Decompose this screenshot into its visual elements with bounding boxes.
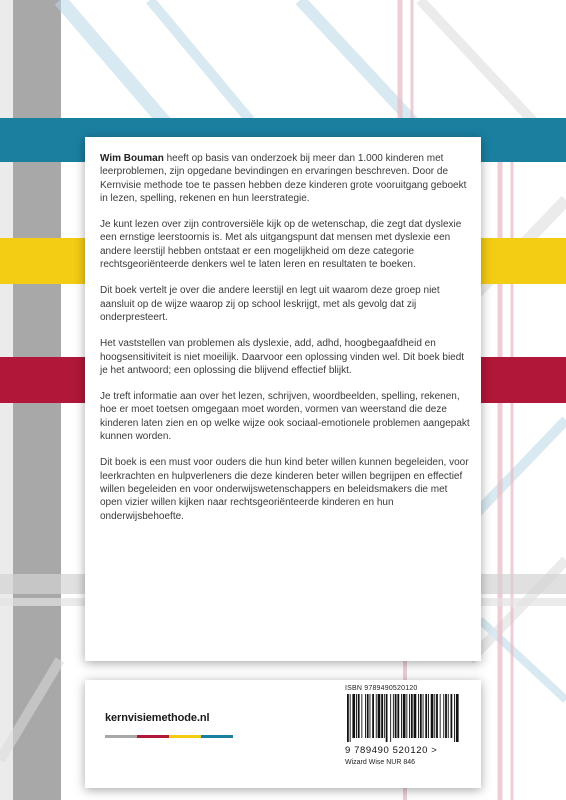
blurb-paragraph-2: Je kunt lezen over zijn controversiële kijk op de wetenschap, die zegt dat dyslexie een ernstige leerstoornis is. Met als uitgangspunt dat mensen met dyslexie een andere leerstijl hebben ontstaat er een mogelijkheid om deze categorie rechtsgeoriënteerde denkers wel te laten leren en resultaten te boeken. (100, 219, 462, 271)
barcode-bar (390, 694, 391, 742)
barcode-bar (445, 694, 447, 738)
blurb-paragraph-1-rest: heeft op basis van onderzoek bij meer dan 1.000 kinderen met leerproblemen, zijn opgedane bevindingen en ervaringen beschreven. Door de Kernvisie methode toe te passen hebben deze kinderen grote vooruitgang geboekt in lezen, spelling, rekenen en hun leerstrategie. (100, 153, 467, 204)
barcode-bar (406, 694, 407, 738)
barcode-bar (386, 694, 388, 742)
color-rule-grey (105, 735, 137, 738)
color-rule (105, 735, 233, 738)
color-rule-crimson (137, 735, 169, 738)
barcode-bar (440, 694, 441, 738)
barcode-bar (454, 694, 455, 742)
isbn-digits: 9 789490 520120 > (345, 745, 438, 756)
blurb-paragraph-4: Het vaststellen van problemen als dyslexie, add, adhd, hoogbegaafdheid en hoogsensitiviteit is niet moeilijk. Daarvoor een oplossing vinden wel. Dit boek biedt je het antwoord; een oplossing die blijvend effectief blijkt. (100, 338, 465, 376)
barcode-bar (423, 694, 424, 738)
barcode-bar (397, 694, 399, 738)
barcode-bar (352, 694, 355, 738)
color-rule-yellow (169, 735, 201, 738)
website-link[interactable]: kernvisiemethode.nl (105, 712, 210, 724)
barcode-bar (436, 694, 438, 738)
barcode-bar (381, 694, 383, 738)
barcode-bar (456, 694, 459, 742)
blurb-text (100, 152, 470, 536)
barcode-bar (347, 694, 349, 742)
barcode-bar (384, 694, 385, 738)
barcode-bar (395, 694, 397, 738)
author-name: Wim Bouman (100, 153, 164, 164)
isbn-label: ISBN 9789490520120 (345, 685, 418, 692)
barcode-icon (345, 694, 463, 742)
barcode-bar (425, 694, 427, 738)
blurb-paragraph-3: Dit boek vertelt je over die andere leerstijl en legt uit waarom deze groep niet aansluit op de wijze waarop zij op school leskrijgt, met als gevolg dat zij onderpresteert. (100, 285, 440, 323)
blurb-paragraph-1 (100, 152, 470, 205)
barcode-bar (431, 694, 434, 738)
barcode-bar (411, 694, 413, 738)
barcode-bar (448, 694, 449, 738)
barcode-bar (451, 694, 453, 738)
barcode-bar (356, 694, 357, 738)
color-rule-teal (201, 735, 233, 738)
barcode-bar (393, 694, 394, 738)
barcode-block (345, 685, 467, 766)
barcode-bar (434, 694, 435, 738)
barcode-bar (376, 694, 377, 738)
barcode-bar (370, 694, 371, 738)
barcode-bar (418, 694, 419, 738)
publisher-nur: Wizard Wise NUR 846 (345, 759, 416, 766)
barcode-bar (409, 694, 410, 738)
barcode-bar (372, 694, 374, 738)
barcode-bar (428, 694, 429, 738)
blurb-paragraph-6: Dit boek is een must voor ouders die hun kind beter willen kunnen begeleiden, voor leerkrachten en hulpverleners die deze kinderen beter willen begrijpen en effectief willen begeleiden en voor onderwijswetenschappers en beleidsmakers die met open vizier willen kijken naar rechtsgeoriënteerde kinderen en hun onderwijsbehoefte. (100, 457, 469, 522)
barcode-bar (350, 694, 351, 742)
barcode-bar (403, 694, 406, 738)
barcode-bar (358, 694, 360, 738)
barcode-bar (378, 694, 381, 738)
barcode-bar (414, 694, 417, 738)
barcode-bar (443, 694, 444, 738)
barcode-bar (365, 694, 366, 738)
barcode-bar (367, 694, 369, 738)
barcode-bar (361, 694, 362, 738)
blurb-paragraph-5: Je treft informatie aan over het lezen, schrijven, woordbeelden, spelling, rekenen, hoe er moet toetsen omgegaan moet worden, vormen van weerstand die deze kinderen laten zien en op welke wijze ook sociaal-emotionele problemen aangepakt kunnen worden. (100, 391, 470, 443)
barcode-bar (401, 694, 402, 738)
barcode-bar (420, 694, 422, 738)
